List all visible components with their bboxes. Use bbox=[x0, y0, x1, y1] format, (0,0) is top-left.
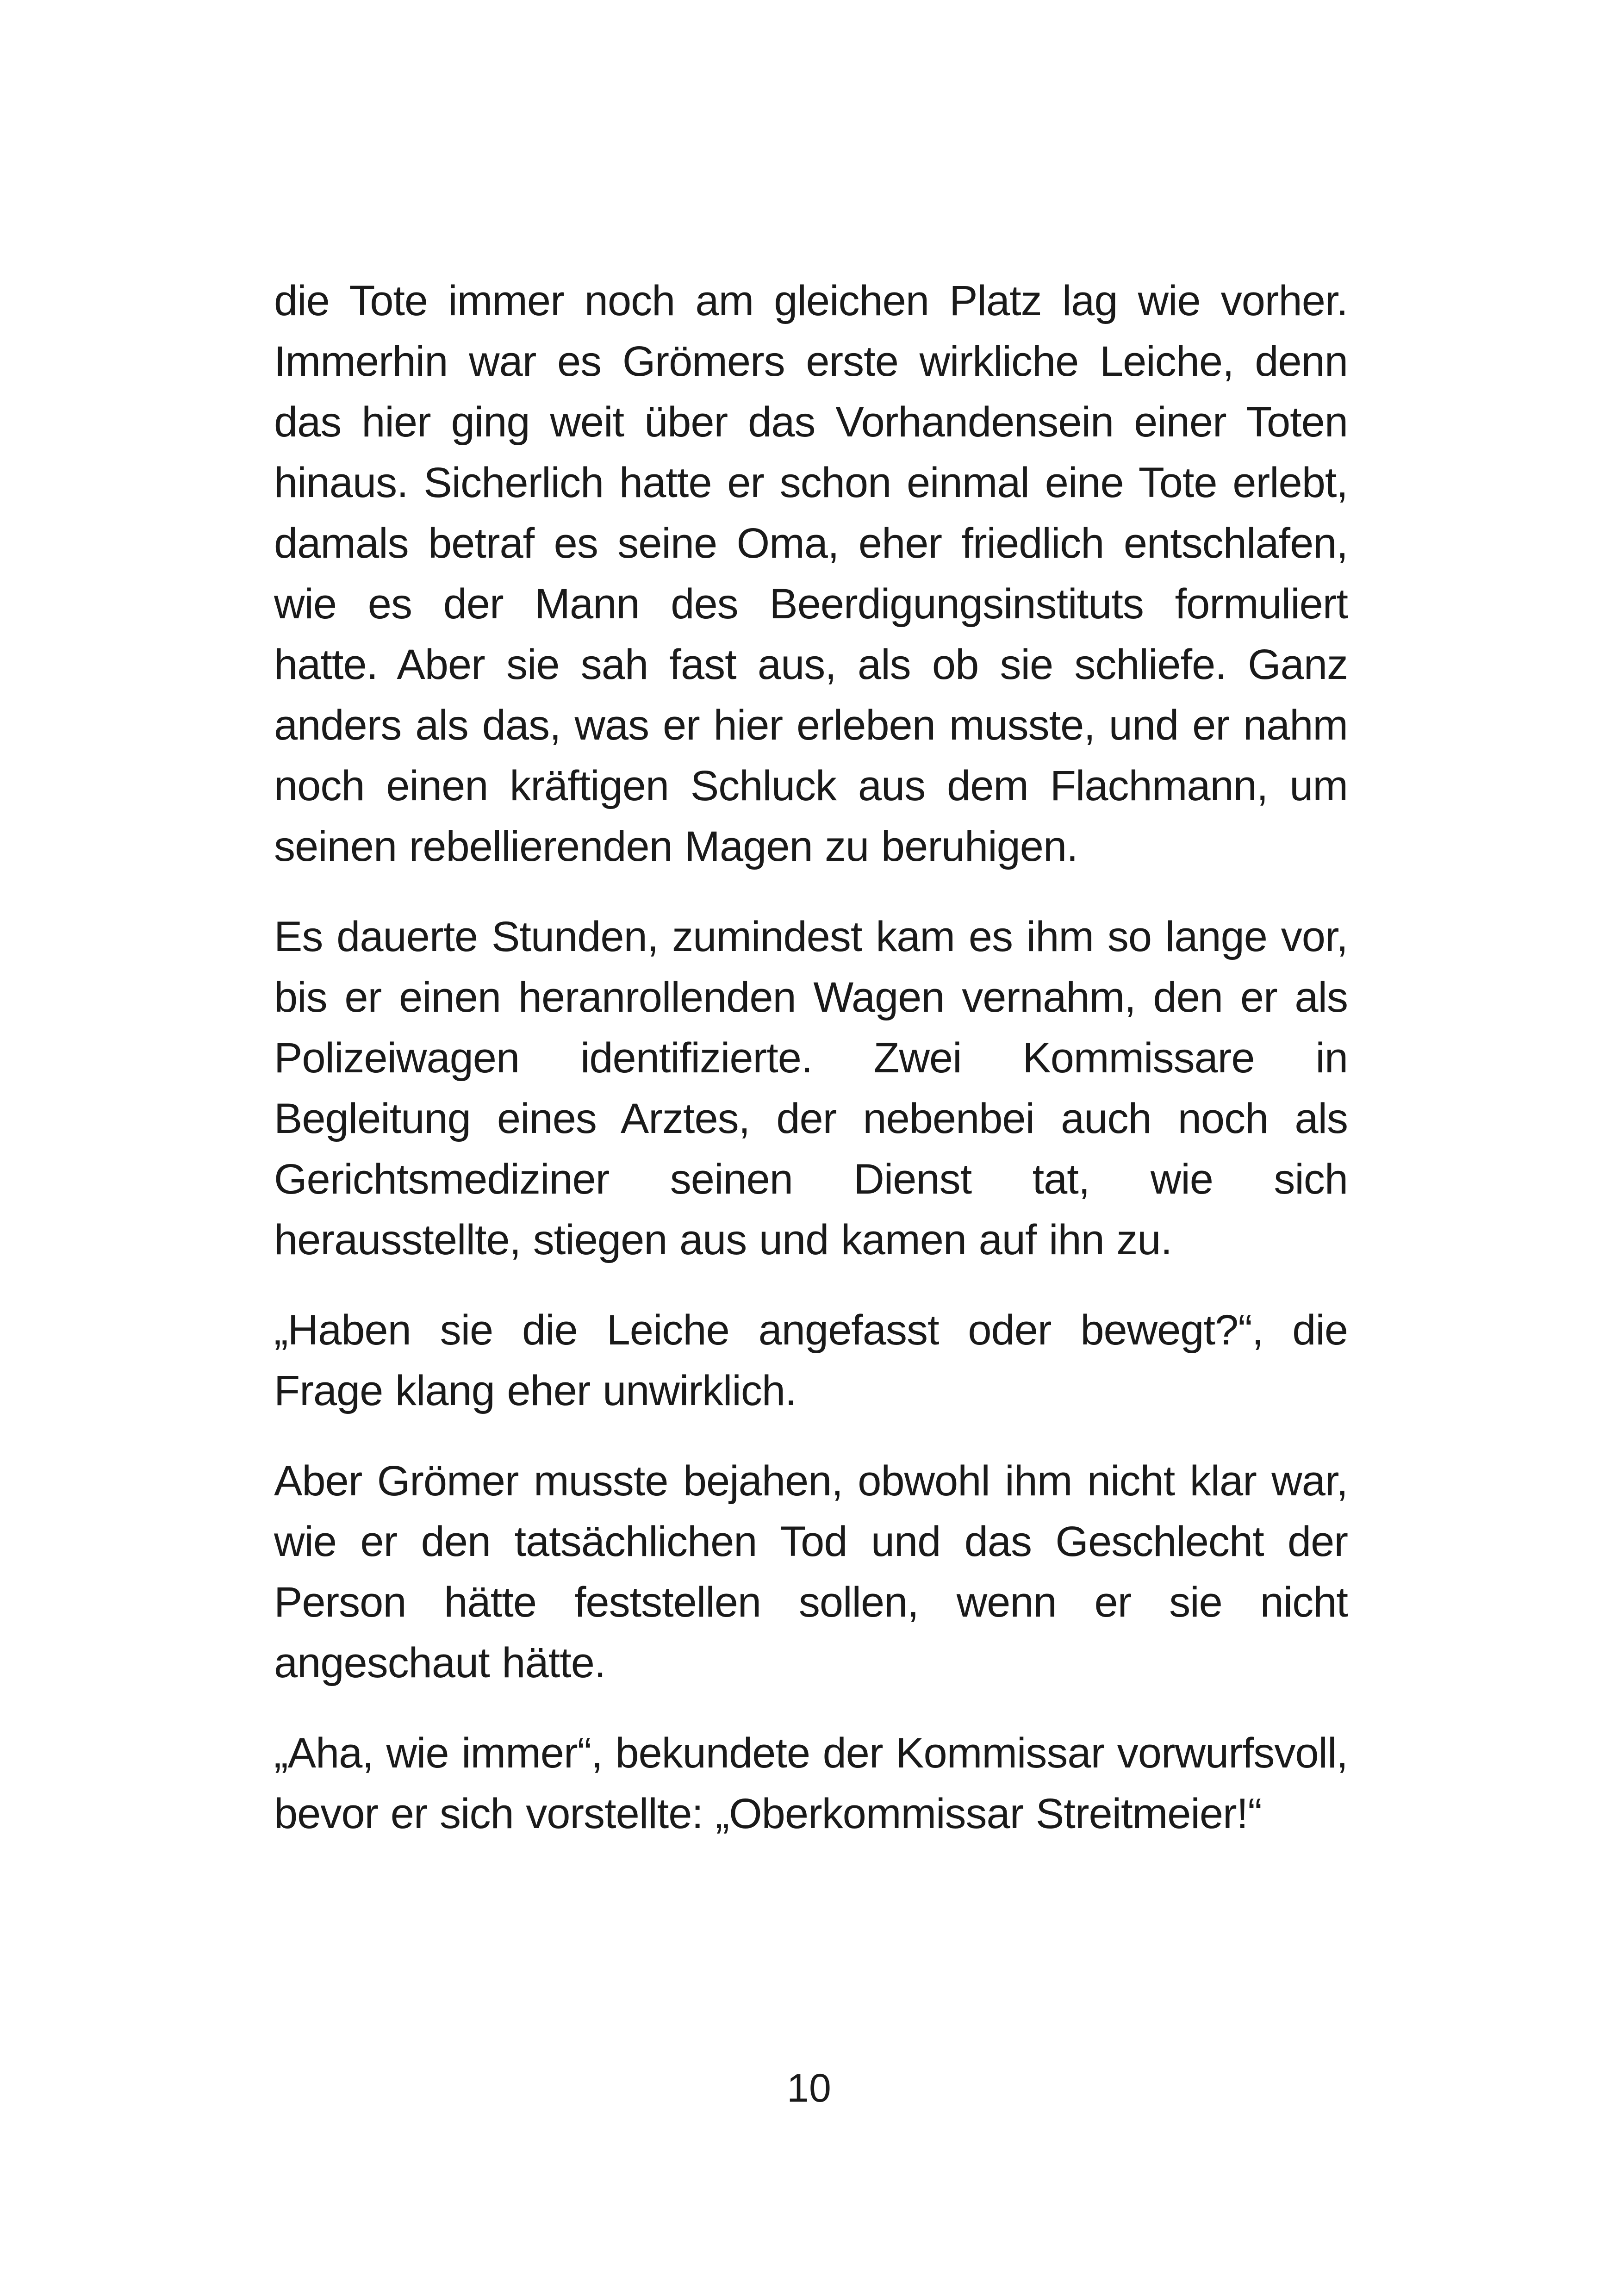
paragraph-3: „Haben sie die Leiche angefasst oder bewegt?“, die Frage klang eher unwirklich. bbox=[274, 1307, 1348, 1414]
page-number: 10 bbox=[787, 2066, 831, 2110]
paragraph-4: Aber Grömer musste bejahen, obwohl ihm nicht klar war, wie er den tatsächlichen Tod und das Geschlecht der Person hätte feststellen sollen, wenn er sie nicht angeschaut hätte. bbox=[274, 1457, 1348, 1686]
paragraph-5: „Aha, wie immer“, bekundete der Kommissar vorwurfsvoll, bevor er sich vorstellte: „Oberkommissar Streitmeier!“ bbox=[274, 1730, 1348, 1837]
paragraph-2: Es dauerte Stunden, zumindest kam es ihm so lange vor, bis er einen heranrollenden Wagen vernahm, den er als Polizeiwagen identifizierte. Zwei Kommissare in Begleitung eines Arztes, der nebenbei auch noch als Gerichtsmediziner seinen Dienst tat, wie sich herausstellte, stiegen aus und kamen auf ihn zu. bbox=[274, 913, 1348, 1263]
body-text bbox=[274, 271, 1348, 1844]
paragraph-1: die Tote immer noch am gleichen Platz lag wie vorher. Immerhin war es Grömers erste wirkliche Leiche, denn das hier ging weit über das Vorhandensein einer Toten hinaus. Sicherlich hatte er schon einmal eine Tote erlebt, damals betraf es seine Oma, eher friedlich entschlafen, wie es der Mann des Beerdigungsinstituts formuliert hatte. Aber sie sah fast aus, als ob sie schliefe. Ganz anders als das, was er hier erleben musste, und er nahm noch einen kräftigen Schluck aus dem Flachmann, um seinen rebellierenden Magen zu beruhigen. bbox=[274, 277, 1348, 870]
